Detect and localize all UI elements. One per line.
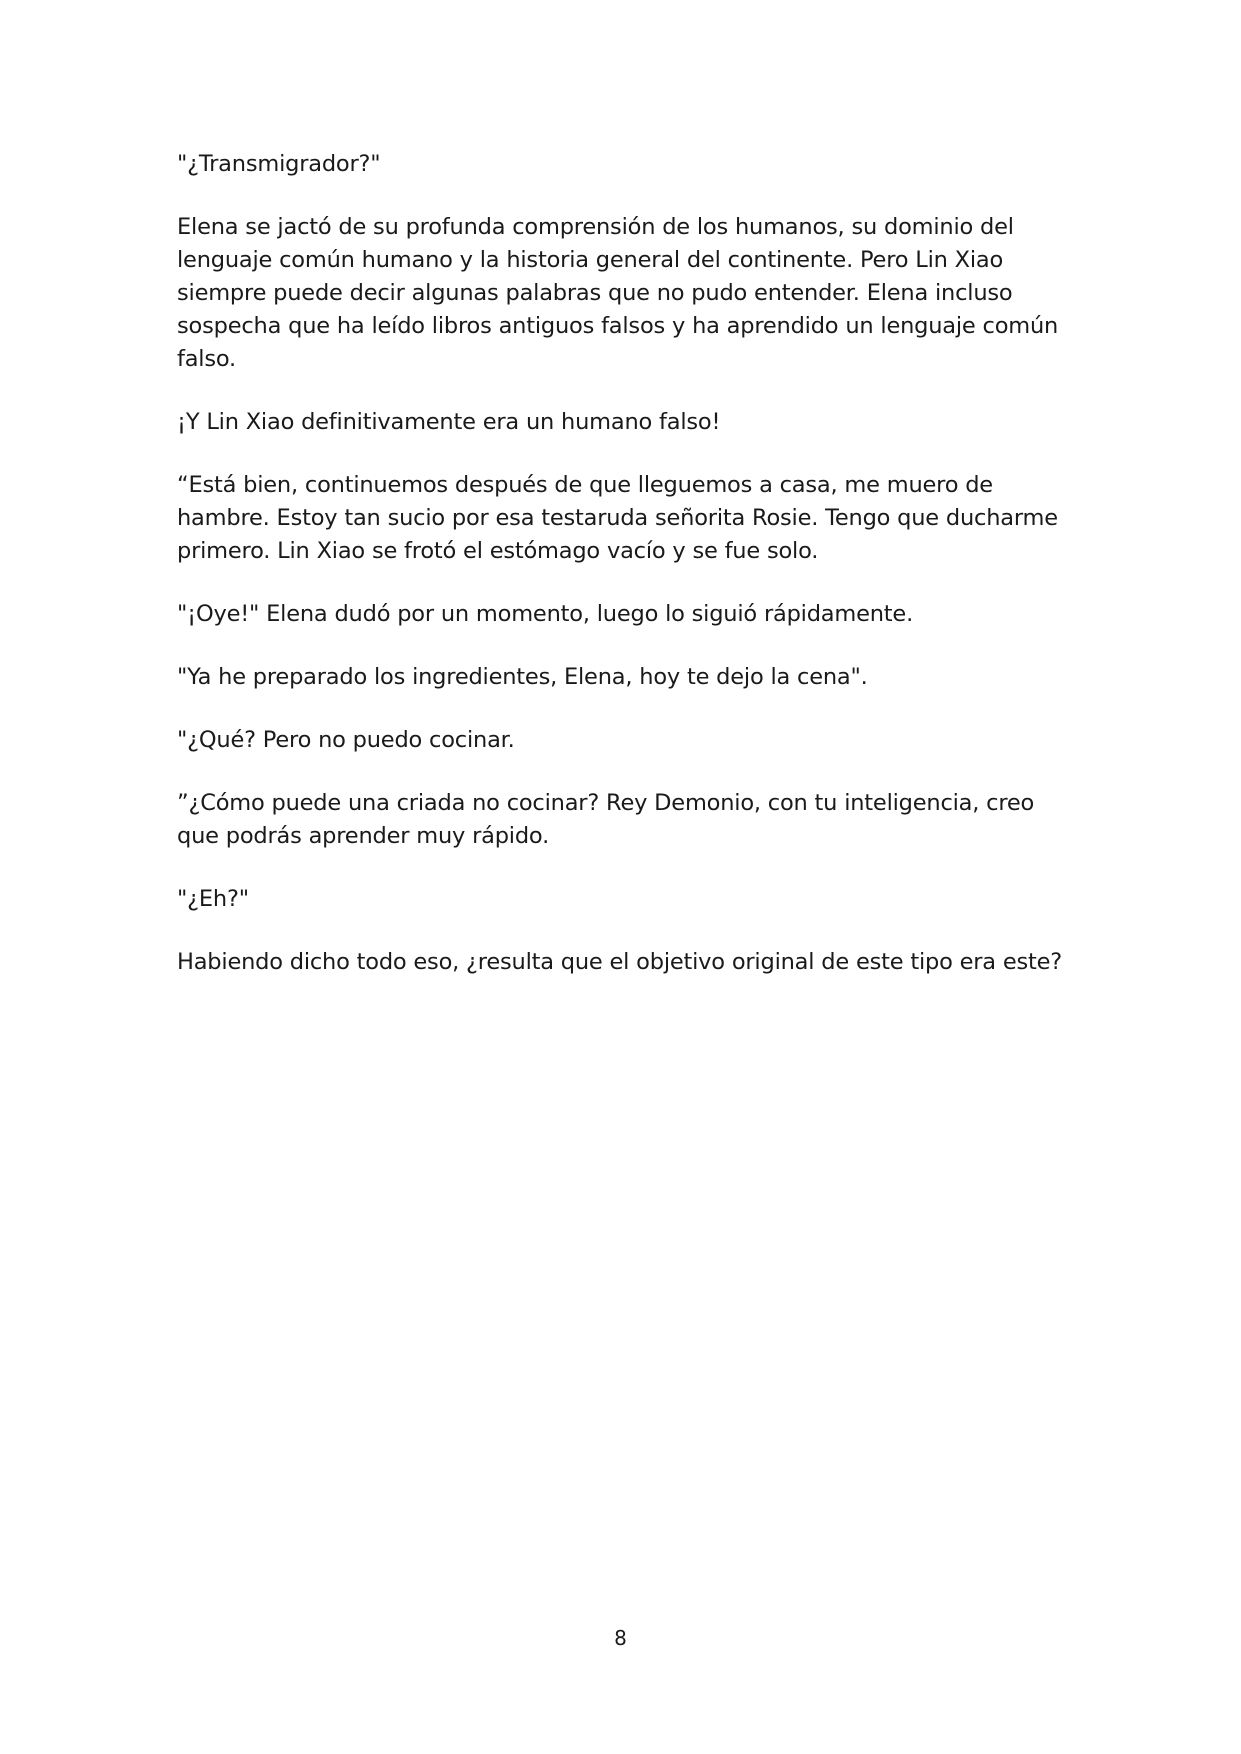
paragraph: ”¿Cómo puede una criada no cocinar? Rey Demonio, con tu inteligencia, creo que podrás aprender muy rápido. <box>177 790 1035 849</box>
paragraph: "¿Qué? Pero no puedo cocinar. <box>177 727 515 753</box>
page-number: 8 <box>614 1626 627 1650</box>
paragraph: Habiendo dicho todo eso, ¿resulta que el objetivo original de este tipo era este? <box>177 949 1063 975</box>
page-body <box>177 148 1067 1009</box>
paragraph: "¿Eh?" <box>177 886 249 912</box>
paragraph: "¡Oye!" Elena dudó por un momento, luego lo siguió rápidamente. <box>177 601 914 627</box>
paragraph: "Ya he preparado los ingredientes, Elena, hoy te dejo la cena". <box>177 664 868 690</box>
paragraph: "¿Transmigrador?" <box>177 151 381 177</box>
paragraph: Elena se jactó de su profunda comprensión de los humanos, su dominio del lenguaje común humano y la historia general del continente. Pero Lin Xiao siempre puede decir algunas palabras que no pudo entender. Elena incluso sospecha que ha leído libros antiguos falsos y ha aprendido un lenguaje común falso. <box>177 214 1059 372</box>
paragraph: ¡Y Lin Xiao definitivamente era un humano falso! <box>177 409 721 435</box>
paragraph: “Está bien, continuemos después de que lleguemos a casa, me muero de hambre. Estoy tan sucio por esa testaruda señorita Rosie. Tengo que ducharme primero. Lin Xiao se frotó el estómago vacío y se fue solo. <box>177 472 1058 564</box>
